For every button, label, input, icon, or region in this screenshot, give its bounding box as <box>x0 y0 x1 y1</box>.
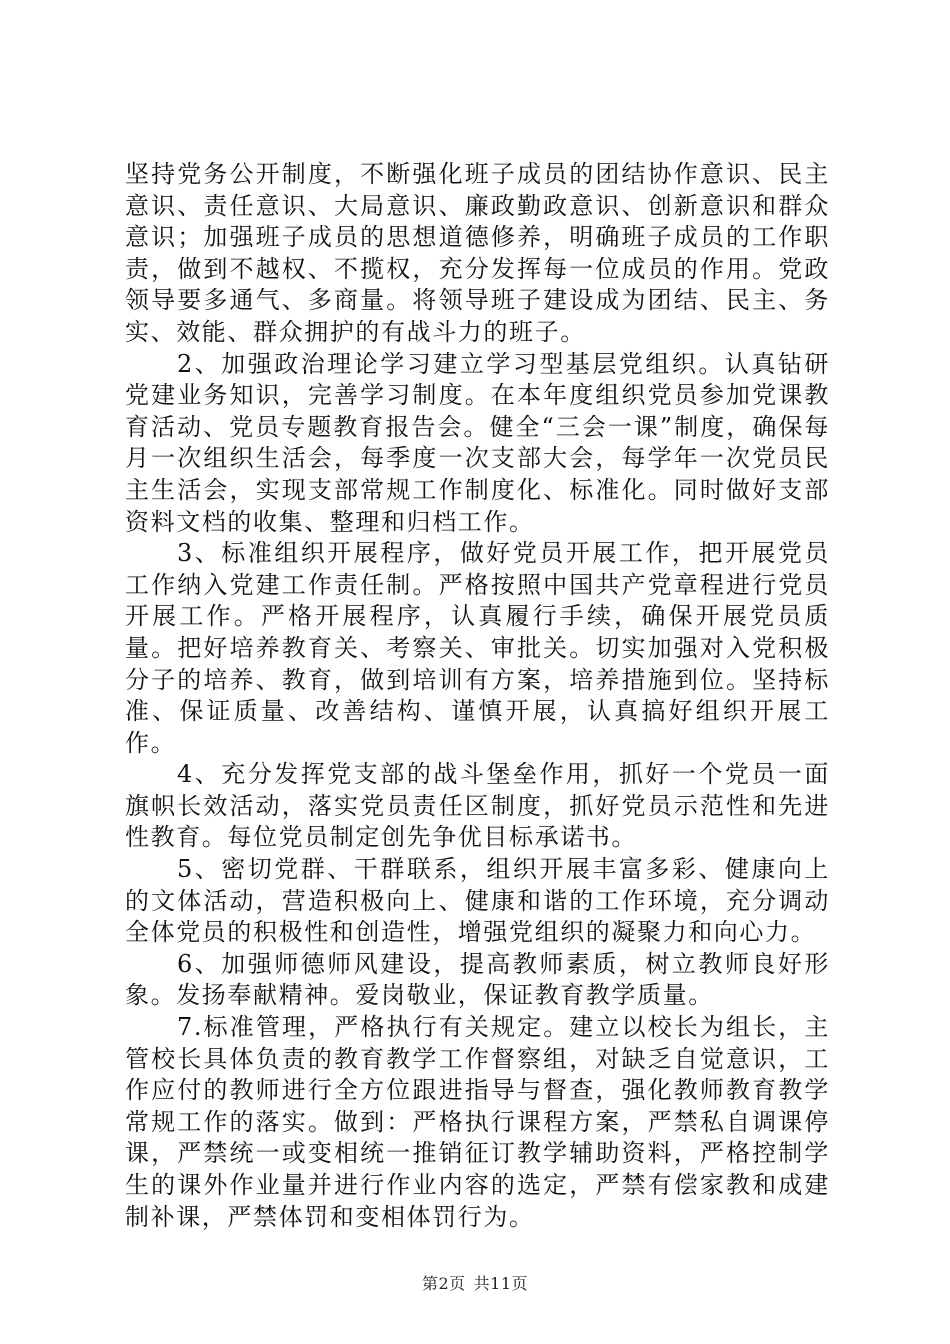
paragraph-item-7: 7.标准管理，严格执行有关规定。建立以校长为组长，主管校长具体负责的教育教学工作督察组，对缺乏自觉意识，工作应付的教师进行全方位跟进指导与督查，强化教师教育教学常规工作的落实。做到：严格执行课程方案，严禁私自调课停课，严禁统一或变相统一推销征订教学辅助资料，严格控制学生的课外作业量并进行作业内容的选定，严禁有偿家教和成建制补课，严禁体罚和变相体罚行为。 <box>125 1013 830 1231</box>
page-total: 共11页 <box>473 1274 529 1293</box>
paragraph-item-6: 6、加强师德师风建设，提高教师素质，树立教师良好形象。发扬奉献精神。爱岗敬业，保证教育教学质量。 <box>125 949 830 1010</box>
document-body <box>125 159 830 1233</box>
paragraph-item-3: 3、标准组织开展程序，做好党员开展工作，把开展党员工作纳入党建工作责任制。严格按照中国共产党章程进行党员开展工作。严格开展程序，认真履行手续，确保开展党员质量。把好培养教育关、考察关、审批关。切实加强对入党积极分子的培养、教育，做到培训有方案，培养措施到位。坚持标准、保证质量、改善结构、谨慎开展，认真搞好组织开展工作。 <box>125 539 830 757</box>
page-number: 第2页 <box>421 1274 466 1293</box>
page-footer <box>0 1271 950 1294</box>
paragraph-item-2: 2、加强政治理论学习建立学习型基层党组织。认真钻研党建业务知识，完善学习制度。在本年度组织党员参加党课教育活动、党员专题教育报告会。健全“三会一课”制度，确保每月一次组织生活会，每季度一次支部大会，每学年一次党员民主生活会，实现支部常规工作制度化、标准化。同时做好支部资料文档的收集、整理和归档工作。 <box>125 349 830 536</box>
paragraph-continuation: 坚持党务公开制度，不断强化班子成员的团结协作意识、民主意识、责任意识、大局意识、廉政勤政意识、创新意识和群众意识；加强班子成员的思想道德修养，明确班子成员的工作职责，做到不越权、不揽权，充分发挥每一位成员的作用。党政领导要多通气、多商量。将领导班子建设成为团结、民主、务实、效能、群众拥护的有战斗力的班子。 <box>125 160 830 346</box>
paragraph-item-4: 4、充分发挥党支部的战斗堡垒作用，抓好一个党员一面旗帜长效活动，落实党员责任区制度，抓好党员示范性和先进性教育。每位党员制定创先争优目标承诺书。 <box>125 760 830 852</box>
paragraph-item-5: 5、密切党群、干群联系，组织开展丰富多彩、健康向上的文体活动，营造积极向上、健康和谐的工作环境，充分调动全体党员的积极性和创造性，增强党组织的凝聚力和向心力。 <box>125 855 830 947</box>
